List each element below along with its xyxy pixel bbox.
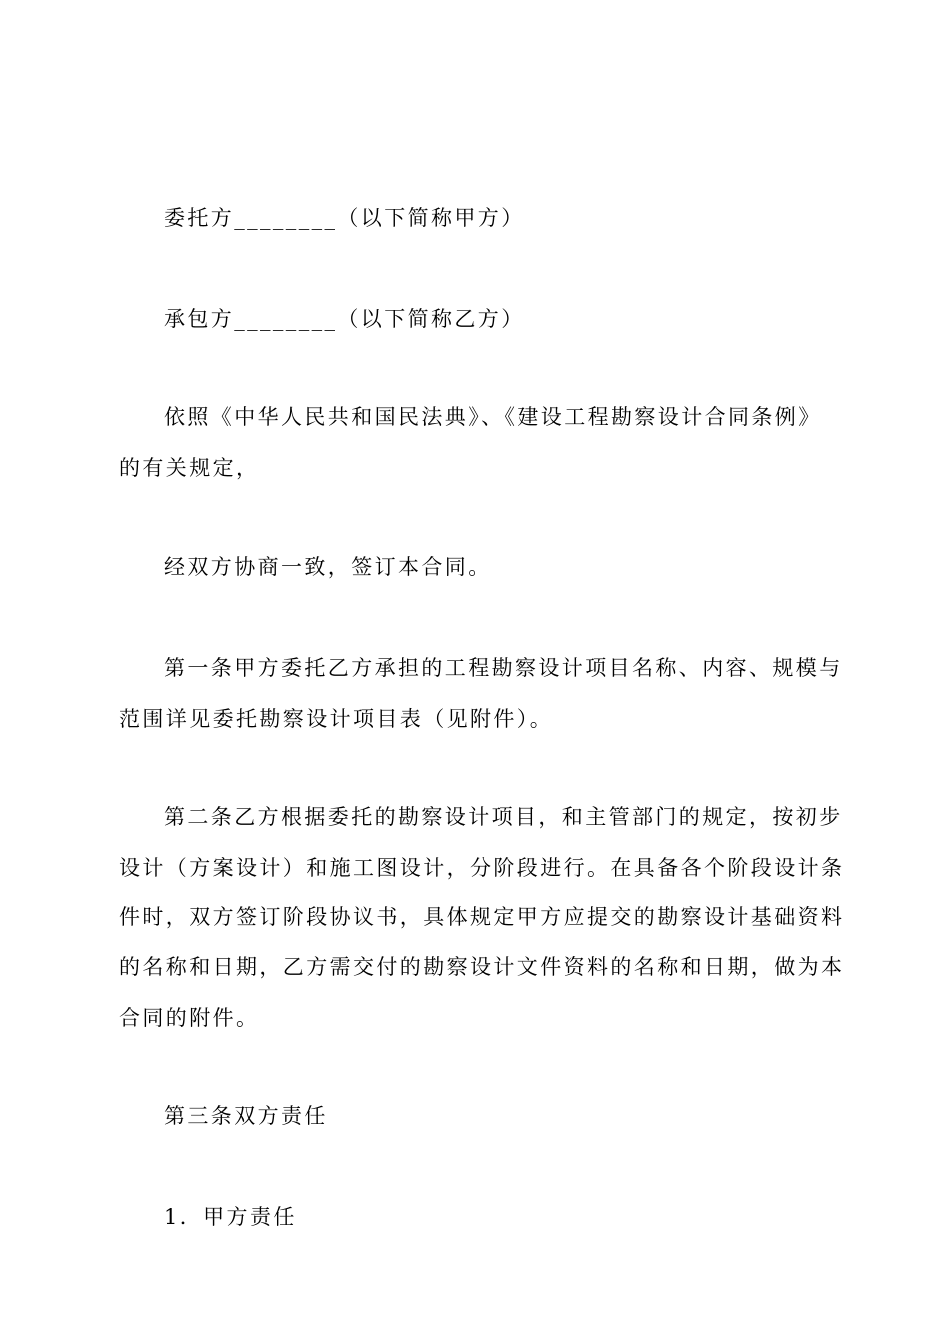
item-1-heading: 1．甲方责任 [164, 1205, 297, 1229]
article-2-line-2: 设计（方案设计）和施工图设计，分阶段进行。在具备各个阶段设计条 [119, 856, 845, 880]
basis-line-2: 的有关规定， [119, 456, 260, 480]
basis-line-1: 依照《中华人民共和国民法典》、《建设工程勘察设计合同条例》 [164, 405, 822, 429]
party-b-line: 承包方________（以下简称乙方） [164, 307, 525, 331]
article-1-line-1: 第一条甲方委托乙方承担的工程勘察设计项目名称、内容、规模与 [164, 656, 843, 680]
article-3-heading: 第三条双方责任 [164, 1104, 328, 1128]
party-a-line: 委托方________（以下简称甲方） [164, 206, 525, 230]
article-1-line-2: 范围详见委托勘察设计项目表（见附件）。 [119, 707, 554, 731]
agreement-line: 经双方协商一致，签订本合同。 [164, 555, 492, 579]
article-2-line-1: 第二条乙方根据委托的勘察设计项目，和主管部门的规定，按初步 [164, 805, 843, 829]
article-2-line-5: 合同的附件。 [119, 1006, 260, 1030]
article-2-line-4: 的名称和日期，乙方需交付的勘察设计文件资料的名称和日期，做为本 [119, 955, 845, 979]
article-2-line-3: 件时，双方签订阶段协议书，具体规定甲方应提交的勘察设计基础资料 [119, 905, 845, 929]
